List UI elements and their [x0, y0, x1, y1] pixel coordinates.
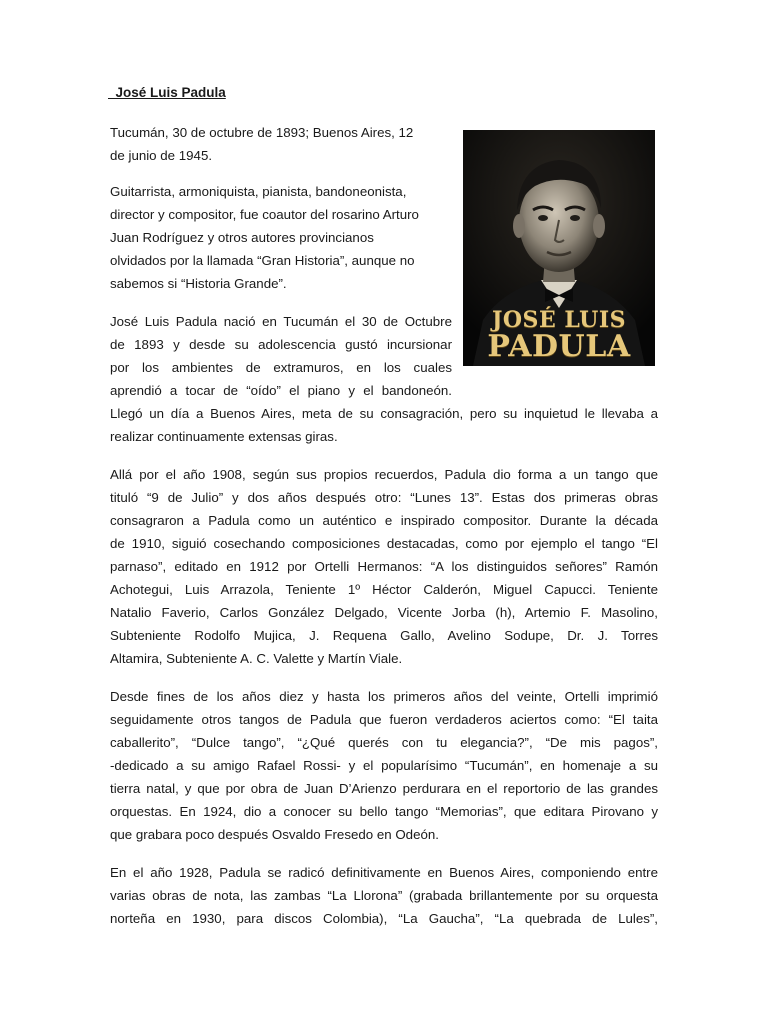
- text-line: Natalio Faverio, Carlos González Delgado, Vicente Jorba (h), Artemio F. Masolino,: [110, 605, 658, 620]
- text-line: realizar continuamente extensas giras.: [110, 429, 338, 444]
- text-line: tituló “9 de Julio” y dos años después otro: “Lunes 13”. Estas dos primeras obras: [110, 490, 658, 505]
- text-line: olvidados por la llamada “Gran Historia”, aunque no: [110, 253, 415, 268]
- text-line: de 1910, siguió cosechando composiciones destacadas, como por ejemplo el tango “El: [110, 536, 658, 551]
- portrait-caption: [463, 308, 655, 362]
- text-line: de 1893 y desde su adolescencia gustó incursionar: [110, 337, 452, 352]
- portrait-caption-line1: JOSÉ LUIS: [491, 307, 627, 333]
- text-line: varias obras de nota, las zambas “La Llorona” (grabada brillantemente por su orquesta: [110, 888, 658, 903]
- text-line: consagraron a Padula como un auténtico e inspirado compositor. Durante la década: [110, 513, 658, 528]
- paragraph-ortelli-tangos: [110, 685, 658, 846]
- paragraph-occupations: [110, 180, 440, 295]
- paragraph-early-life: [110, 310, 452, 402]
- paragraph-early-life-continued: [110, 402, 658, 448]
- text-line: seguidamente otros tangos de Padula que fueron verdaderos aciertos como: “El taita: [110, 712, 658, 727]
- document-title: José Luis Padula: [108, 85, 226, 100]
- text-line: por los ambientes de extramuros, en los cuales: [110, 360, 452, 375]
- paragraph-buenos-aires-1928: [110, 861, 658, 930]
- text-line: Allá por el año 1908, según sus propios recuerdos, Padula dio forma a un tango que: [110, 467, 658, 482]
- text-line: de junio de 1945.: [110, 148, 213, 163]
- portrait-photo: [463, 130, 655, 366]
- text-line: parnaso”, editado en 1912 por Ortelli Hermanos: “A los distinguidos señores” Ramón: [110, 559, 658, 574]
- text-line: Tucumán, 30 de octubre de 1893; Buenos Aires, 12: [110, 125, 414, 140]
- text-line: tierra natal, y que por obra de Juan D’Arienzo perdurara en el reportorio de las grandes: [110, 781, 658, 796]
- text-line: director y compositor, fue coautor del rosarino Arturo: [110, 207, 419, 222]
- text-line: -dedicado a su amigo Rafael Rossi- y el popularísimo “Tucumán”, en homenaje a su: [110, 758, 658, 773]
- text-line: Achotegui, Luis Arrazola, Teniente 1º Héctor Calderón, Miguel Capucci. Teniente: [110, 582, 658, 597]
- text-line: En el año 1928, Padula se radicó definitivamente en Buenos Aires, componiendo entre: [110, 865, 658, 880]
- text-line: sabemos si “Historia Grande”.: [110, 276, 287, 291]
- text-line: norteña en 1930, para discos Colombia), “La Gaucha”, “La quebrada de Lules”,: [110, 911, 658, 926]
- portrait-caption-line2: PADULA: [487, 329, 631, 364]
- text-line: aprendió a tocar de “oído” el piano y el bandoneón.: [110, 383, 452, 398]
- text-line: José Luis Padula nació en Tucumán el 30 de Octubre: [110, 314, 452, 329]
- text-line: que grabara poco después Osvaldo Fresedo en Odeón.: [110, 827, 439, 842]
- text-line: Altamira, Subteniente A. C. Valette y Martín Viale.: [110, 651, 403, 666]
- text-line: caballerito”, “Dulce tango”, “¿Qué querés con tu elegancia?”, “De mis pagos”,: [110, 735, 658, 750]
- text-line: Juan Rodríguez y otros autores provincianos: [110, 230, 374, 245]
- text-line: Subteniente Rodolfo Mujica, J. Requena Gallo, Avelino Sodupe, Dr. J. Torres: [110, 628, 658, 643]
- text-line: orquestas. En 1924, dio a conocer su bello tango “Memorias”, que editara Pirovano y: [110, 804, 658, 819]
- paragraph-birth-death: [110, 121, 440, 167]
- paragraph-first-works: [110, 463, 658, 670]
- text-line: Desde fines de los años diez y hasta los primeros años del veinte, Ortelli imprimió: [110, 689, 658, 704]
- text-line: Llegó un día a Buenos Aires, meta de su consagración, pero su inquietud le llevaba a: [110, 406, 658, 421]
- text-line: Guitarrista, armoniquista, pianista, bandoneonista,: [110, 184, 407, 199]
